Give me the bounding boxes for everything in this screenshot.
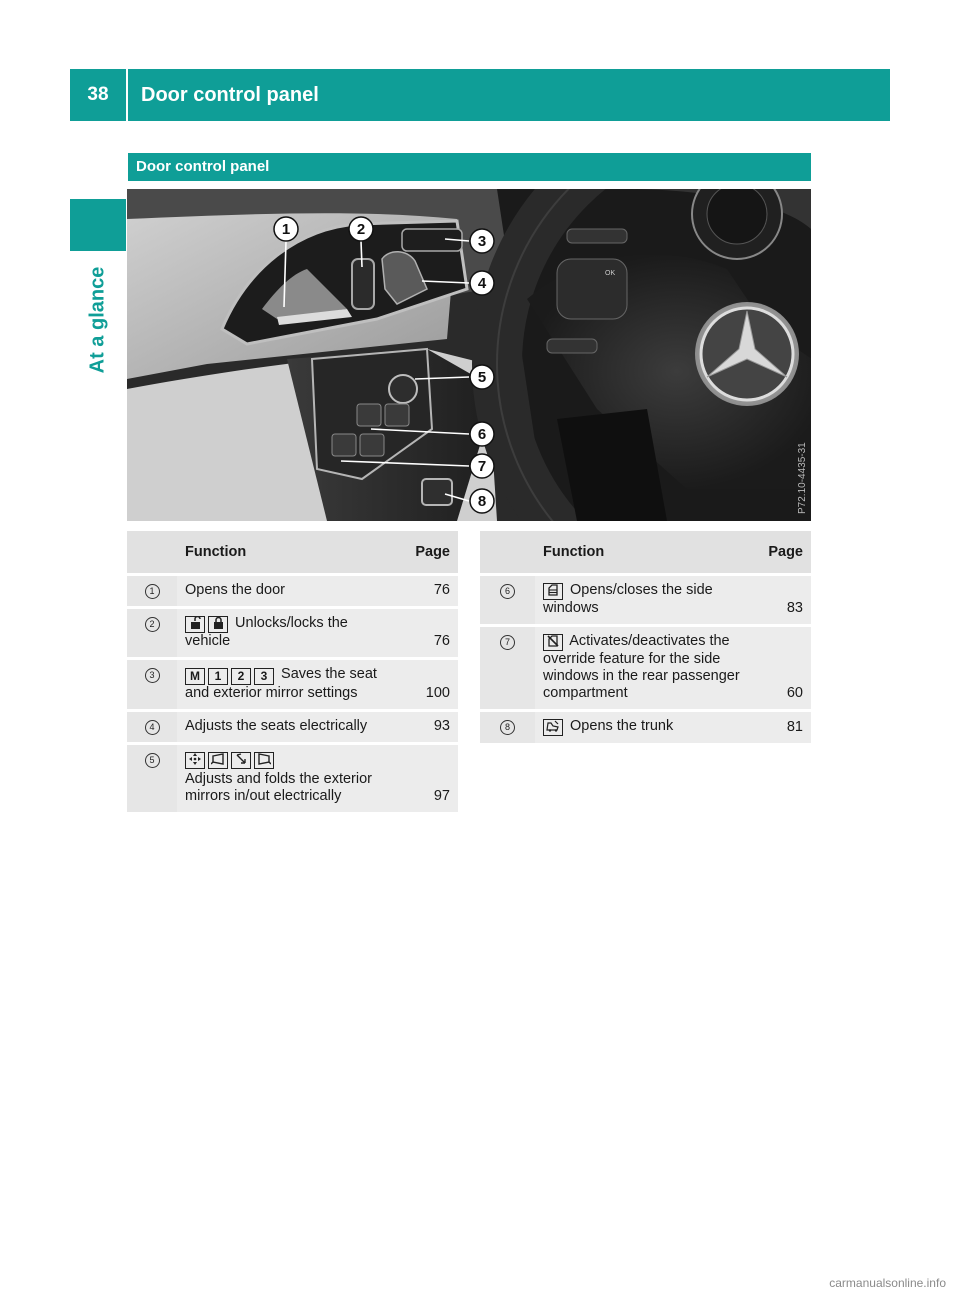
function-text: Activates/deactivates the override feature for the side windows in the rear passenger compartment [543,633,740,701]
function-text: Saves the seat and exterior mirror settings [185,666,377,701]
function-table-left [127,528,458,815]
override-icon [543,634,563,651]
memory-2-key: 2 [231,668,251,685]
memory-3-key: 3 [254,668,274,685]
image-code: P72.10-4435-31 [797,442,808,514]
function-text: Opens the door [177,576,398,606]
function-text: Opens the trunk [570,718,674,734]
table-header-row [127,531,458,573]
memory-m-key: M [185,668,205,685]
side-tab-marker [70,199,126,251]
mirror-adjust-icon [185,752,205,769]
row-number: 5 [145,753,160,768]
page-ref: 93 [398,712,458,742]
table-header-function: Function [177,531,398,573]
callout-6 [470,422,494,446]
callout-3 [470,229,494,253]
mirror-left-icon [208,752,228,769]
svg-text:3: 3 [477,233,487,250]
lock-icon [208,616,228,633]
table-header-page: Page [751,531,811,573]
svg-text:2: 2 [356,221,366,238]
page-ref: 60 [751,627,811,709]
row-number: 2 [145,617,160,632]
row-number: 3 [145,668,160,683]
page-ref: 100 [398,660,458,709]
callout-8 [470,489,494,513]
page-number: 38 [87,84,109,105]
row-number: 7 [500,635,515,650]
watermark: carmanualsonline.info [829,1276,946,1290]
callout-1 [274,217,298,241]
table-row [127,609,458,657]
svg-text:4: 4 [477,275,487,292]
table-row [127,576,458,606]
function-text: Opens/closes the side windows [543,582,713,616]
page-ref: 97 [398,745,458,812]
side-chapter-label: At a glance [86,266,109,374]
section-title: Door control panel [136,158,270,175]
row-number: 4 [145,720,160,735]
table-row [127,660,458,709]
row-number: 1 [145,584,160,599]
table-row [480,627,811,709]
section-heading-bar [128,153,811,181]
door-panel-photo [127,189,811,521]
function-text: Unlocks/locks the vehicle [185,615,348,649]
svg-text:5: 5 [477,369,487,386]
table-header-page: Page [398,531,458,573]
ok-button-label: OK [605,270,616,277]
mirror-fold-icon [231,752,251,769]
page-header [70,69,890,121]
unlock-icon [185,616,205,633]
callout-2 [349,217,373,241]
memory-1-key: 1 [208,668,228,685]
table-row [480,576,811,624]
header-title: Door control panel [141,84,319,106]
table-header-function: Function [535,531,751,573]
page-ref: 81 [751,712,811,743]
row-number: 8 [500,720,515,735]
table-row [127,745,458,812]
callout-5 [470,365,494,389]
trunk-icon [543,719,563,736]
row-number: 6 [500,584,515,599]
window-icon [543,583,563,600]
svg-text:7: 7 [477,458,487,475]
function-text: Adjusts the seats electrically [177,712,398,742]
function-text: Adjusts and folds the exterior mirrors in/out electrically [185,771,372,804]
table-header-row [480,531,811,573]
callout-7 [470,454,494,478]
function-table-right [480,528,811,746]
mirror-right-icon [254,752,274,769]
callout-4 [470,271,494,295]
table-row [480,712,811,743]
svg-text:8: 8 [477,493,487,510]
svg-text:1: 1 [281,221,291,238]
table-row [127,712,458,742]
page-ref: 76 [398,576,458,606]
header-divider [126,69,128,121]
page-ref: 76 [398,609,458,657]
svg-text:6: 6 [477,426,487,443]
page-ref: 83 [751,576,811,624]
table-header-num [127,531,177,573]
table-header-num [480,531,535,573]
